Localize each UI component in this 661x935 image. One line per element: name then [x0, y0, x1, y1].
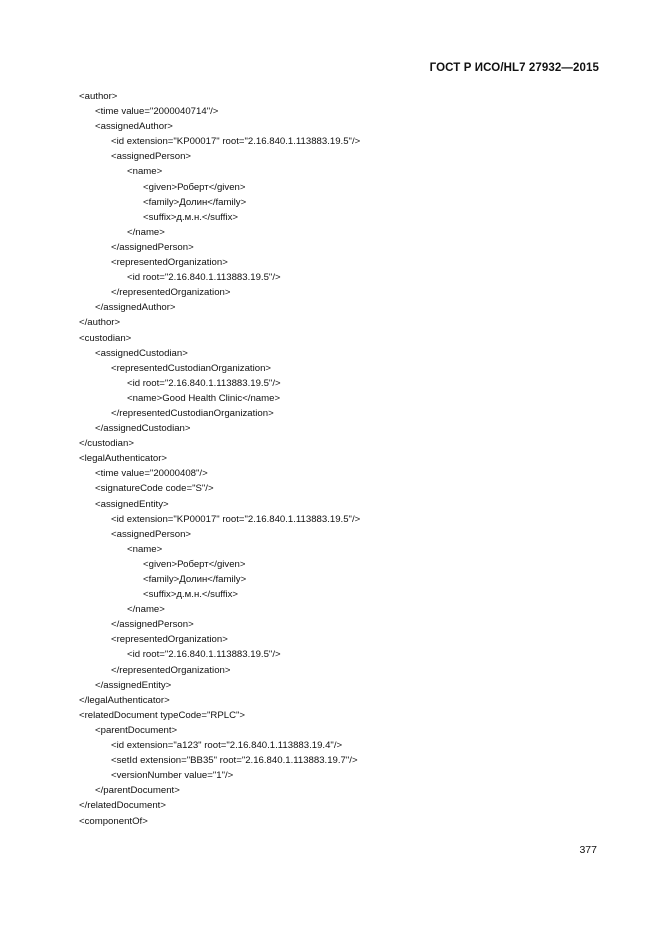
code-line: </custodian>	[79, 438, 134, 450]
code-line: <time value="20000408"/>	[95, 468, 208, 480]
page-number: 377	[579, 844, 597, 856]
code-line: </assignedPerson>	[111, 619, 194, 631]
code-line: </name>	[127, 226, 165, 238]
code-line: <id root="2.16.840.1.113883.19.5"/>	[127, 649, 281, 661]
code-line: </legalAuthenticator>	[79, 694, 170, 706]
xml-code-block	[79, 89, 619, 829]
code-line: <time value="2000040714"/>	[95, 106, 219, 118]
code-line: <suffix>д.м.н.</suffix>	[143, 589, 239, 601]
code-line: </assignedPerson>	[111, 241, 194, 253]
code-line: <name>	[127, 543, 163, 555]
code-line: <given>Роберт</given>	[143, 181, 246, 193]
code-line: </name>	[127, 604, 165, 616]
code-line: </representedOrganization>	[111, 664, 231, 676]
code-line: <signatureCode code="S"/>	[95, 483, 214, 495]
code-line: <id extension="KP00017" root="2.16.840.1.113883.19.5"/>	[111, 513, 361, 525]
code-line: <representedCustodianOrganization>	[111, 362, 272, 374]
code-line: </parentDocument>	[95, 785, 180, 797]
code-line: <assignedPerson>	[111, 151, 192, 163]
code-line: <versionNumber value="1"/>	[111, 770, 234, 782]
code-line: <name>Good Health Clinic</name>	[127, 392, 281, 404]
code-line: </assignedAuthor>	[95, 302, 176, 314]
code-line: <assignedAuthor>	[95, 121, 173, 133]
code-line: <id root="2.16.840.1.113883.19.5"/>	[127, 377, 281, 389]
code-line: <family>Долин</family>	[143, 574, 247, 585]
code-line: <relatedDocument typeCode="RPLC">	[79, 709, 246, 721]
code-line: <suffix>д.м.н.</suffix>	[143, 211, 239, 223]
code-line: <given>Роберт</given>	[143, 558, 246, 570]
standard-header: ГОСТ Р ИСО/HL7 27932—2015	[429, 62, 599, 74]
code-line: <family>Долин</family>	[143, 196, 247, 208]
code-line: <setId extension="BB35" root="2.16.840.1.113883.19.7"/>	[111, 755, 358, 767]
code-line: </relatedDocument>	[79, 800, 166, 812]
code-line: <assignedCustodian>	[95, 347, 188, 359]
code-line: </representedOrganization>	[111, 287, 231, 299]
code-line: <custodian>	[79, 332, 132, 344]
code-line: <name>	[127, 166, 163, 178]
code-line: </assignedEntity>	[95, 679, 172, 691]
code-line: <parentDocument>	[95, 724, 178, 736]
code-line: <representedOrganization>	[111, 257, 228, 269]
code-line: <assignedEntity>	[95, 498, 169, 510]
code-line: <id extension="a123" root="2.16.840.1.113883.19.4"/>	[111, 740, 343, 752]
code-line: <componentOf>	[79, 815, 148, 827]
code-line: </author>	[79, 317, 121, 329]
code-line: <assignedPerson>	[111, 528, 192, 540]
code-line: <representedOrganization>	[111, 634, 228, 646]
code-line: <author>	[79, 91, 118, 102]
code-line: </assignedCustodian>	[95, 423, 191, 435]
code-line: <id extension="KP00017" root="2.16.840.1.113883.19.5"/>	[111, 136, 361, 148]
code-line: </representedCustodianOrganization>	[111, 407, 274, 419]
code-line: <legalAuthenticator>	[79, 453, 168, 465]
code-line: <id root="2.16.840.1.113883.19.5"/>	[127, 272, 281, 284]
